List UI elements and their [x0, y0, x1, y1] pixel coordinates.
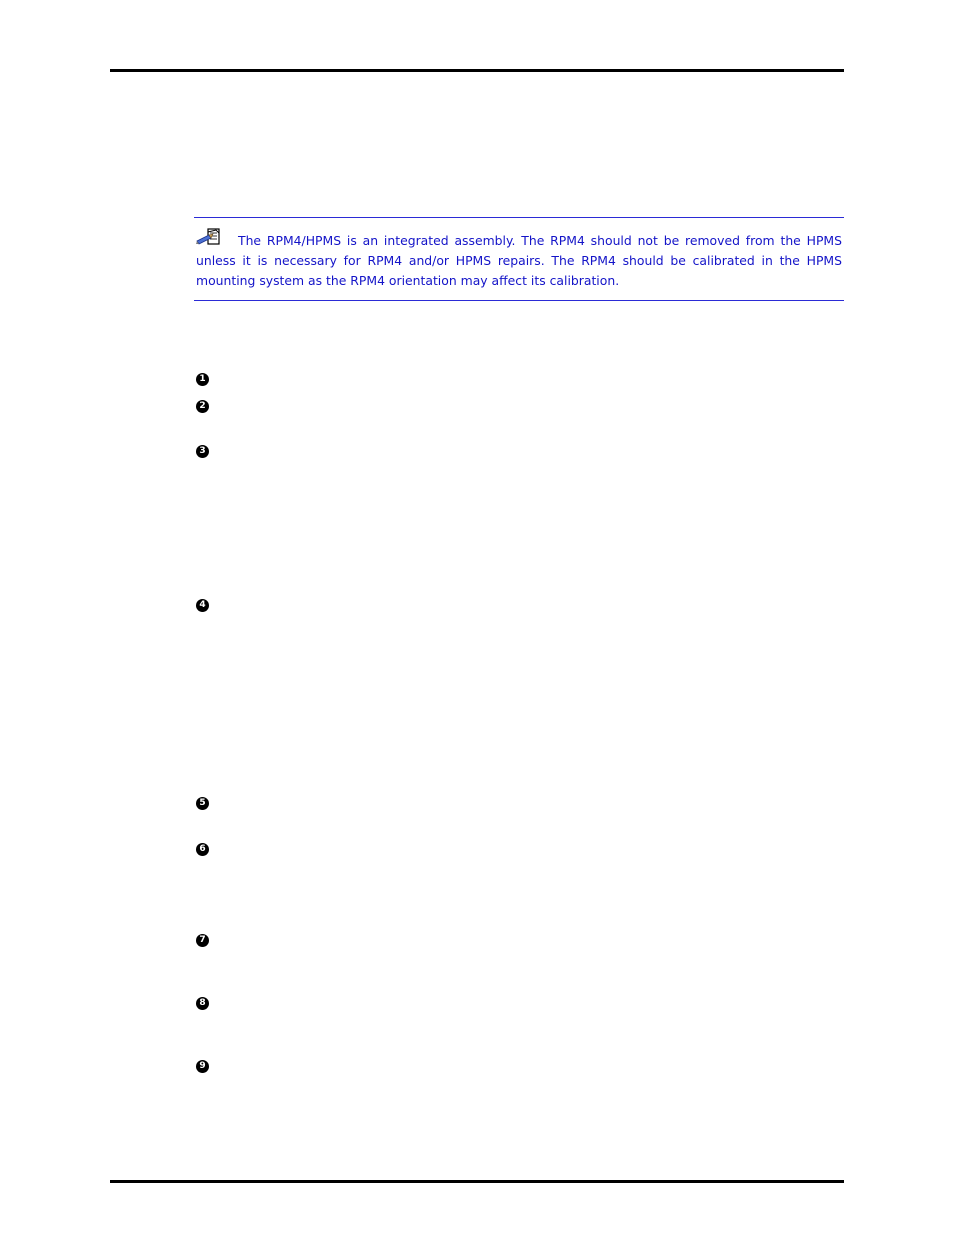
- step-marker-7: 7: [196, 934, 209, 947]
- step-marker-3: 3: [196, 445, 209, 458]
- step-marker-5: 5: [196, 797, 209, 810]
- note-box: [194, 217, 844, 301]
- step-marker-2: 2: [196, 400, 209, 413]
- note-text: The RPM4/HPMS is an integrated assembly. The RPM4 should not be removed from the HPMS unless it is necessary for RPM4 and/or HPMS repairs. The RPM4 should be calibrated in the HPMS mounting system as the RPM4 orientation may affect its calibration.: [196, 233, 842, 288]
- step-marker-9: 9: [196, 1060, 209, 1073]
- step-marker-4: 4: [196, 599, 209, 612]
- step-marker-1: 1: [196, 373, 209, 386]
- footer-rule: [110, 1180, 844, 1183]
- header-rule: [110, 69, 844, 72]
- step-marker-8: 8: [196, 997, 209, 1010]
- step-marker-6: 6: [196, 843, 209, 856]
